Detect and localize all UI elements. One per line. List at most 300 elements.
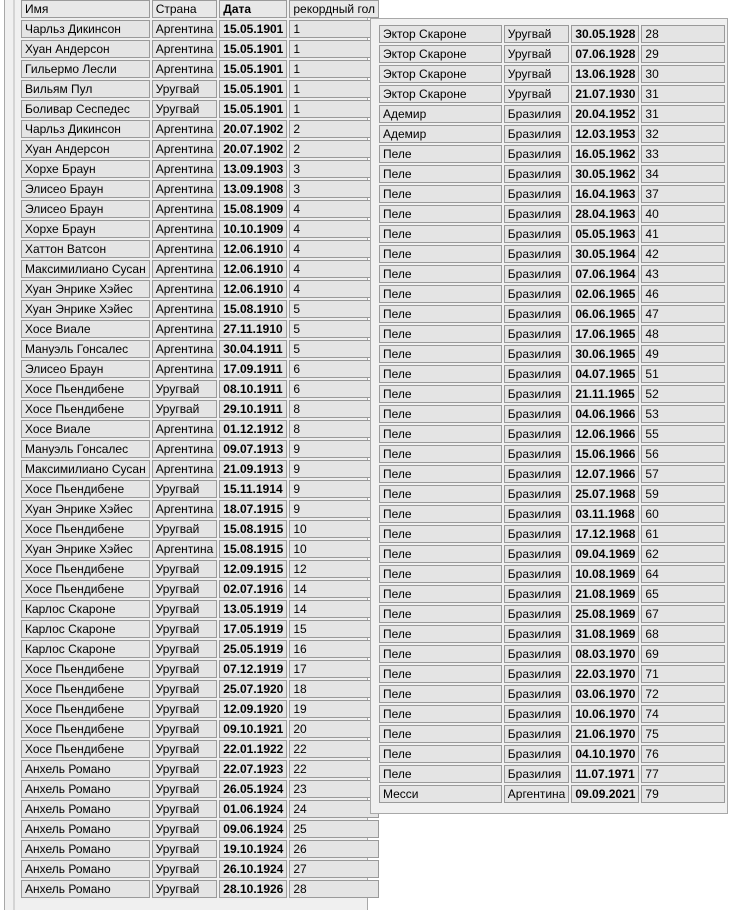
table-row	[379, 505, 725, 523]
header-name: Имя	[21, 0, 150, 18]
cell-date: 11.07.1971	[571, 765, 639, 783]
cell-goals: 31	[641, 85, 725, 103]
table-row	[21, 460, 379, 478]
cell-date: 27.11.1910	[219, 320, 287, 338]
cell-name: Хорхе Браун	[21, 220, 150, 238]
cell-goals: 9	[289, 460, 379, 478]
cell-date: 20.07.1902	[219, 120, 287, 138]
cell-goals: 55	[641, 425, 725, 443]
cell-name: Хосе Пьендибене	[21, 700, 150, 718]
cell-name: Хаттон Ватсон	[21, 240, 150, 258]
cell-name: Элисео Браун	[21, 180, 150, 198]
cell-goals: 59	[641, 485, 725, 503]
cell-date: 07.06.1928	[571, 45, 639, 63]
cell-goals: 68	[641, 625, 725, 643]
cell-date: 09.06.1924	[219, 820, 287, 838]
cell-date: 04.06.1966	[571, 405, 639, 423]
cell-name: Эктор Скароне	[379, 45, 502, 63]
table-row	[21, 840, 379, 858]
table-row	[379, 745, 725, 763]
table-row	[21, 400, 379, 418]
cell-country: Бразилия	[504, 685, 570, 703]
cell-country: Бразилия	[504, 665, 570, 683]
table-row	[21, 80, 379, 98]
table-row	[21, 300, 379, 318]
table-row	[21, 180, 379, 198]
cell-country: Уругвай	[152, 880, 218, 898]
table-row	[21, 320, 379, 338]
cell-goals: 32	[641, 125, 725, 143]
cell-country: Аргентина	[152, 340, 218, 358]
table-row	[379, 45, 725, 63]
cell-country: Бразилия	[504, 705, 570, 723]
cell-name: Пеле	[379, 705, 502, 723]
table-row	[379, 465, 725, 483]
cell-goals: 3	[289, 180, 379, 198]
table-row	[21, 780, 379, 798]
table-row	[21, 120, 379, 138]
cell-country: Уругвай	[152, 800, 218, 818]
cell-name: Пеле	[379, 185, 502, 203]
cell-name: Хосе Пьендибене	[21, 480, 150, 498]
cell-country: Бразилия	[504, 725, 570, 743]
cell-date: 09.10.1921	[219, 720, 287, 738]
cell-date: 15.08.1915	[219, 520, 287, 538]
cell-date: 30.06.1965	[571, 345, 639, 363]
cell-date: 12.06.1910	[219, 260, 287, 278]
cell-name: Хуан Энрике Хэйес	[21, 500, 150, 518]
cell-date: 21.06.1970	[571, 725, 639, 743]
header-country: Страна	[152, 0, 218, 18]
cell-name: Анхель Романо	[21, 760, 150, 778]
table-row	[379, 705, 725, 723]
cell-name: Адемир	[379, 125, 502, 143]
cell-goals: 2	[289, 140, 379, 158]
table-row	[379, 105, 725, 123]
cell-country: Уругвай	[152, 80, 218, 98]
cell-name: Хосе Пьендибене	[21, 380, 150, 398]
cell-goals: 4	[289, 200, 379, 218]
cell-name: Пеле	[379, 225, 502, 243]
table-row	[379, 25, 725, 43]
cell-country: Бразилия	[504, 505, 570, 523]
cell-goals: 10	[289, 520, 379, 538]
cell-name: Эктор Скароне	[379, 85, 502, 103]
cell-name: Пеле	[379, 625, 502, 643]
cell-name: Максимилиано Сусан	[21, 260, 150, 278]
cell-name: Хосе Пьендибене	[21, 560, 150, 578]
cell-goals: 8	[289, 420, 379, 438]
cell-country: Аргентина	[152, 440, 218, 458]
cell-date: 13.05.1919	[219, 600, 287, 618]
cell-goals: 23	[289, 780, 379, 798]
cell-goals: 15	[289, 620, 379, 638]
cell-country: Бразилия	[504, 345, 570, 363]
cell-name: Пеле	[379, 505, 502, 523]
cell-goals: 5	[289, 300, 379, 318]
cell-goals: 43	[641, 265, 725, 283]
cell-date: 20.04.1952	[571, 105, 639, 123]
table-row	[21, 200, 379, 218]
cell-name: Хосе Пьендибене	[21, 580, 150, 598]
cell-goals: 5	[289, 340, 379, 358]
cell-goals: 47	[641, 305, 725, 323]
cell-name: Пеле	[379, 465, 502, 483]
cell-name: Элисео Браун	[21, 200, 150, 218]
table-row	[379, 285, 725, 303]
cell-goals: 75	[641, 725, 725, 743]
cell-country: Аргентина	[152, 60, 218, 78]
cell-country: Бразилия	[504, 625, 570, 643]
cell-date: 10.06.1970	[571, 705, 639, 723]
left-table-panel	[4, 0, 375, 910]
cell-name: Пеле	[379, 165, 502, 183]
table-row	[379, 365, 725, 383]
cell-name: Пеле	[379, 685, 502, 703]
table-row	[21, 860, 379, 878]
cell-date: 15.08.1910	[219, 300, 287, 318]
table-row	[21, 60, 379, 78]
cell-name: Анхель Романо	[21, 820, 150, 838]
table-row	[21, 380, 379, 398]
cell-country: Аргентина	[152, 180, 218, 198]
cell-goals: 30	[641, 65, 725, 83]
cell-name: Анхель Романо	[21, 840, 150, 858]
cell-goals: 28	[289, 880, 379, 898]
table-row	[379, 585, 725, 603]
cell-goals: 79	[641, 785, 725, 803]
cell-date: 22.01.1922	[219, 740, 287, 758]
table-row	[379, 385, 725, 403]
cell-goals: 2	[289, 120, 379, 138]
cell-date: 15.06.1966	[571, 445, 639, 463]
table-row	[21, 760, 379, 778]
cell-name: Пеле	[379, 745, 502, 763]
cell-name: Пеле	[379, 645, 502, 663]
cell-country: Аргентина	[152, 460, 218, 478]
cell-goals: 42	[641, 245, 725, 263]
cell-date: 15.08.1909	[219, 200, 287, 218]
table-row	[21, 440, 379, 458]
cell-name: Пеле	[379, 585, 502, 603]
cell-date: 09.04.1969	[571, 545, 639, 563]
cell-goals: 6	[289, 360, 379, 378]
cell-name: Хосе Виале	[21, 420, 150, 438]
cell-date: 02.07.1916	[219, 580, 287, 598]
cell-country: Уругвай	[504, 85, 570, 103]
table-row	[21, 420, 379, 438]
cell-goals: 27	[289, 860, 379, 878]
cell-country: Аргентина	[152, 360, 218, 378]
table-row	[21, 20, 379, 38]
cell-goals: 40	[641, 205, 725, 223]
cell-date: 13.09.1908	[219, 180, 287, 198]
cell-goals: 37	[641, 185, 725, 203]
cell-country: Бразилия	[504, 485, 570, 503]
cell-goals: 22	[289, 740, 379, 758]
cell-goals: 14	[289, 580, 379, 598]
table-row	[379, 665, 725, 683]
cell-date: 12.09.1920	[219, 700, 287, 718]
cell-name: Пеле	[379, 385, 502, 403]
table-row	[379, 685, 725, 703]
cell-name: Боливар Сеспедес	[21, 100, 150, 118]
cell-country: Бразилия	[504, 445, 570, 463]
table-row	[21, 600, 379, 618]
table-row	[379, 265, 725, 283]
cell-country: Бразилия	[504, 765, 570, 783]
cell-goals: 1	[289, 60, 379, 78]
cell-name: Пеле	[379, 425, 502, 443]
table-row	[379, 165, 725, 183]
cell-goals: 1	[289, 80, 379, 98]
cell-name: Анхель Романо	[21, 880, 150, 898]
table-row	[379, 785, 725, 803]
table-row	[379, 185, 725, 203]
cell-country: Уругвай	[152, 720, 218, 738]
cell-goals: 9	[289, 480, 379, 498]
cell-name: Пеле	[379, 485, 502, 503]
cell-date: 08.03.1970	[571, 645, 639, 663]
records-table-left	[19, 0, 381, 900]
cell-country: Бразилия	[504, 185, 570, 203]
cell-date: 29.10.1911	[219, 400, 287, 418]
cell-country: Аргентина	[504, 785, 570, 803]
cell-date: 13.09.1903	[219, 160, 287, 178]
cell-date: 09.09.2021	[571, 785, 639, 803]
cell-country: Уругвай	[152, 400, 218, 418]
cell-country: Бразилия	[504, 465, 570, 483]
cell-country: Бразилия	[504, 165, 570, 183]
table-row	[21, 680, 379, 698]
cell-date: 25.07.1920	[219, 680, 287, 698]
cell-date: 28.10.1926	[219, 880, 287, 898]
cell-goals: 6	[289, 380, 379, 398]
cell-country: Уругвай	[152, 760, 218, 778]
cell-date: 21.08.1969	[571, 585, 639, 603]
cell-goals: 64	[641, 565, 725, 583]
cell-date: 08.10.1911	[219, 380, 287, 398]
cell-date: 06.06.1965	[571, 305, 639, 323]
cell-date: 17.12.1968	[571, 525, 639, 543]
cell-goals: 74	[641, 705, 725, 723]
table-row	[379, 345, 725, 363]
records-table-right	[377, 23, 727, 805]
cell-date: 15.11.1914	[219, 480, 287, 498]
cell-name: Пеле	[379, 245, 502, 263]
cell-country: Бразилия	[504, 365, 570, 383]
cell-country: Бразилия	[504, 585, 570, 603]
cell-country: Бразилия	[504, 245, 570, 263]
cell-date: 26.10.1924	[219, 860, 287, 878]
table-row	[21, 580, 379, 598]
cell-goals: 60	[641, 505, 725, 523]
cell-country: Аргентина	[152, 140, 218, 158]
cell-country: Бразилия	[504, 405, 570, 423]
cell-country: Уругвай	[152, 700, 218, 718]
table-row	[379, 205, 725, 223]
table-row	[21, 620, 379, 638]
cell-country: Бразилия	[504, 125, 570, 143]
table-row	[379, 145, 725, 163]
table-row	[379, 65, 725, 83]
table-row	[21, 700, 379, 718]
cell-country: Бразилия	[504, 545, 570, 563]
cell-country: Аргентина	[152, 280, 218, 298]
cell-date: 22.07.1923	[219, 760, 287, 778]
cell-name: Чарльз Дикинсон	[21, 120, 150, 138]
cell-name: Карлос Скароне	[21, 640, 150, 658]
cell-name: Пеле	[379, 405, 502, 423]
table-row	[21, 720, 379, 738]
cell-country: Уругвай	[152, 560, 218, 578]
cell-country: Бразилия	[504, 305, 570, 323]
cell-name: Пеле	[379, 725, 502, 743]
table-row	[379, 765, 725, 783]
cell-country: Уругвай	[152, 100, 218, 118]
cell-country: Уругвай	[152, 480, 218, 498]
cell-date: 05.05.1963	[571, 225, 639, 243]
table-row	[379, 645, 725, 663]
cell-country: Бразилия	[504, 565, 570, 583]
cell-country: Аргентина	[152, 20, 218, 38]
cell-date: 16.05.1962	[571, 145, 639, 163]
cell-name: Пеле	[379, 205, 502, 223]
right-table-panel	[370, 18, 728, 814]
table-row	[21, 880, 379, 898]
cell-date: 31.08.1969	[571, 625, 639, 643]
cell-goals: 52	[641, 385, 725, 403]
table-row	[379, 445, 725, 463]
cell-date: 04.07.1965	[571, 365, 639, 383]
cell-goals: 25	[289, 820, 379, 838]
cell-name: Чарльз Дикинсон	[21, 20, 150, 38]
cell-name: Гильермо Лесли	[21, 60, 150, 78]
cell-goals: 33	[641, 145, 725, 163]
cell-country: Бразилия	[504, 145, 570, 163]
cell-date: 30.05.1962	[571, 165, 639, 183]
cell-goals: 31	[641, 105, 725, 123]
table-row	[21, 280, 379, 298]
table-row	[379, 325, 725, 343]
table-row	[21, 140, 379, 158]
cell-country: Бразилия	[504, 105, 570, 123]
cell-country: Аргентина	[152, 240, 218, 258]
table-row	[21, 160, 379, 178]
cell-date: 12.06.1966	[571, 425, 639, 443]
cell-date: 07.06.1964	[571, 265, 639, 283]
cell-name: Вильям Пул	[21, 80, 150, 98]
cell-country: Уругвай	[152, 840, 218, 858]
cell-country: Уругвай	[152, 580, 218, 598]
table-row	[21, 40, 379, 58]
table-row	[379, 305, 725, 323]
cell-goals: 10	[289, 540, 379, 558]
cell-date: 17.06.1965	[571, 325, 639, 343]
cell-name: Анхель Романо	[21, 800, 150, 818]
cell-goals: 56	[641, 445, 725, 463]
table-row	[21, 540, 379, 558]
cell-name: Максимилиано Сусан	[21, 460, 150, 478]
cell-name: Анхель Романо	[21, 780, 150, 798]
cell-name: Хосе Пьендибене	[21, 400, 150, 418]
cell-goals: 18	[289, 680, 379, 698]
cell-country: Аргентина	[152, 200, 218, 218]
cell-name: Хосе Пьендибене	[21, 660, 150, 678]
cell-country: Бразилия	[504, 525, 570, 543]
table-row	[21, 520, 379, 538]
cell-name: Пеле	[379, 765, 502, 783]
table-row	[21, 260, 379, 278]
cell-name: Хуан Энрике Хэйес	[21, 540, 150, 558]
cell-date: 04.10.1970	[571, 745, 639, 763]
cell-date: 25.08.1969	[571, 605, 639, 623]
table-row	[379, 525, 725, 543]
cell-name: Пеле	[379, 285, 502, 303]
cell-country: Аргентина	[152, 300, 218, 318]
cell-goals: 28	[641, 25, 725, 43]
table-row	[21, 740, 379, 758]
cell-goals: 3	[289, 160, 379, 178]
cell-country: Уругвай	[504, 65, 570, 83]
table-row	[21, 660, 379, 678]
cell-country: Бразилия	[504, 425, 570, 443]
cell-date: 21.07.1930	[571, 85, 639, 103]
table-row	[379, 625, 725, 643]
table-row	[379, 125, 725, 143]
cell-name: Хуан Энрике Хэйес	[21, 280, 150, 298]
cell-goals: 57	[641, 465, 725, 483]
cell-date: 03.06.1970	[571, 685, 639, 703]
cell-date: 20.07.1902	[219, 140, 287, 158]
cell-date: 30.04.1911	[219, 340, 287, 358]
cell-country: Бразилия	[504, 325, 570, 343]
table-row	[379, 565, 725, 583]
cell-goals: 41	[641, 225, 725, 243]
cell-country: Аргентина	[152, 40, 218, 58]
cell-name: Пеле	[379, 565, 502, 583]
cell-country: Аргентина	[152, 220, 218, 238]
cell-name: Мануэль Гонсалес	[21, 340, 150, 358]
cell-country: Уругвай	[152, 660, 218, 678]
cell-country: Уругвай	[152, 680, 218, 698]
cell-date: 15.05.1901	[219, 80, 287, 98]
cell-country: Аргентина	[152, 260, 218, 278]
cell-country: Уругвай	[152, 520, 218, 538]
cell-date: 01.12.1912	[219, 420, 287, 438]
cell-country: Бразилия	[504, 645, 570, 663]
cell-goals: 49	[641, 345, 725, 363]
cell-goals: 67	[641, 605, 725, 623]
cell-date: 09.07.1913	[219, 440, 287, 458]
cell-goals: 9	[289, 500, 379, 518]
table-row	[379, 485, 725, 503]
cell-date: 15.05.1901	[219, 40, 287, 58]
cell-name: Пеле	[379, 345, 502, 363]
cell-country: Аргентина	[152, 120, 218, 138]
cell-date: 13.06.1928	[571, 65, 639, 83]
cell-date: 15.05.1901	[219, 60, 287, 78]
cell-goals: 16	[289, 640, 379, 658]
cell-goals: 29	[641, 45, 725, 63]
cell-country: Уругвай	[152, 600, 218, 618]
cell-name: Пеле	[379, 545, 502, 563]
cell-country: Уругвай	[152, 640, 218, 658]
table-row	[21, 820, 379, 838]
table-row	[21, 500, 379, 518]
cell-country: Уругвай	[152, 780, 218, 798]
cell-name: Хосе Пьендибене	[21, 740, 150, 758]
